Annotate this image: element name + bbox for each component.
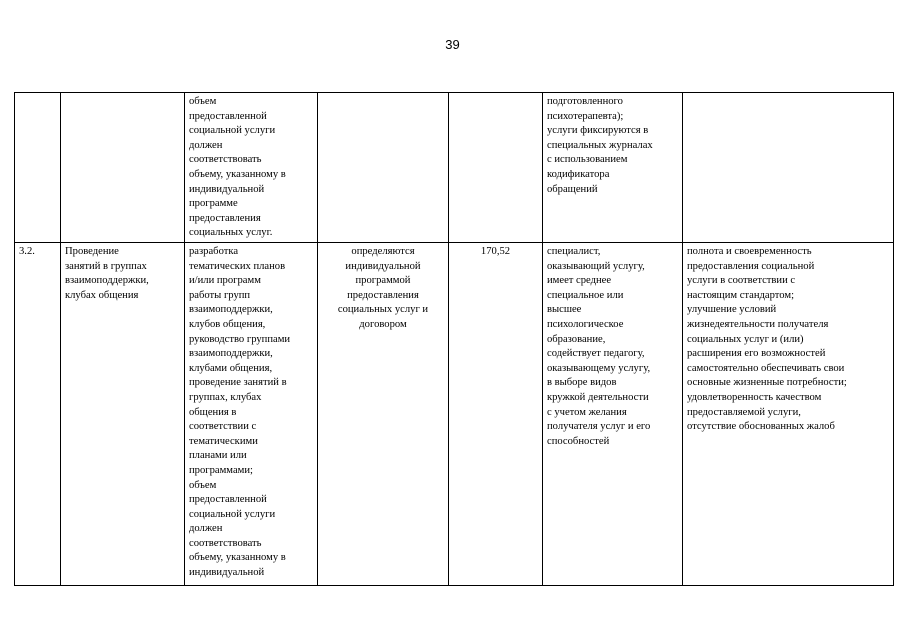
service-conditions-cell: специалист, оказывающий услугу, имеет среднее специальное или высшее психологическое образование, содействует педагогу, оказывающему услугу, в выборе видов кружкой деятельности с учетом желания получателя услуг и его способностей (543, 243, 683, 586)
service-quality-cell (683, 93, 894, 243)
row-number-cell: 3.2. (15, 243, 61, 586)
service-cost-cell: 170,52 (449, 243, 543, 586)
service-description-cell: объем предоставленной социальной услуги должен соответствовать объему, указанному в индивидуальной программе предоставления социальных услуг. (185, 93, 318, 243)
service-terms-cell: определяются индивидуальной программой предоставления социальных услуг и договором (318, 243, 449, 586)
service-standard-table (14, 92, 894, 586)
service-name-cell: Проведение занятий в группах взаимоподдержки, клубах общения (61, 243, 185, 586)
service-terms-cell (318, 93, 449, 243)
row-number-cell (15, 93, 61, 243)
page-number: 39 (445, 37, 460, 52)
table-row (15, 243, 894, 586)
service-cost-cell (449, 93, 543, 243)
service-conditions-cell: подготовленного психотерапевта); услуги фиксируются в специальных журналах с использованием кодификатора обращений (543, 93, 683, 243)
table-row (15, 93, 894, 243)
service-quality-cell: полнота и своевременность предоставления социальной услуги в соответствии с настоящим стандартом; улучшение условий жизнедеятельности получателя социальных услуг и (или) расширения его возможностей самостоятельно обеспечивать свои основные жизненные потребности; удовлетворенность качеством предоставляемой услуги, отсутствие обоснованных жалоб (683, 243, 894, 586)
service-description-cell: разработка тематических планов и/или программ работы групп взаимоподдержки, клубов общения, руководство группами взаимоподдержки, клубами общения, проведение занятий в группах, клубах общения в соответствии с тематическими планами или программами; объем предоставленной социальной услуги должен соответствовать объему, указанному в индивидуальной (185, 243, 318, 586)
service-name-cell (61, 93, 185, 243)
